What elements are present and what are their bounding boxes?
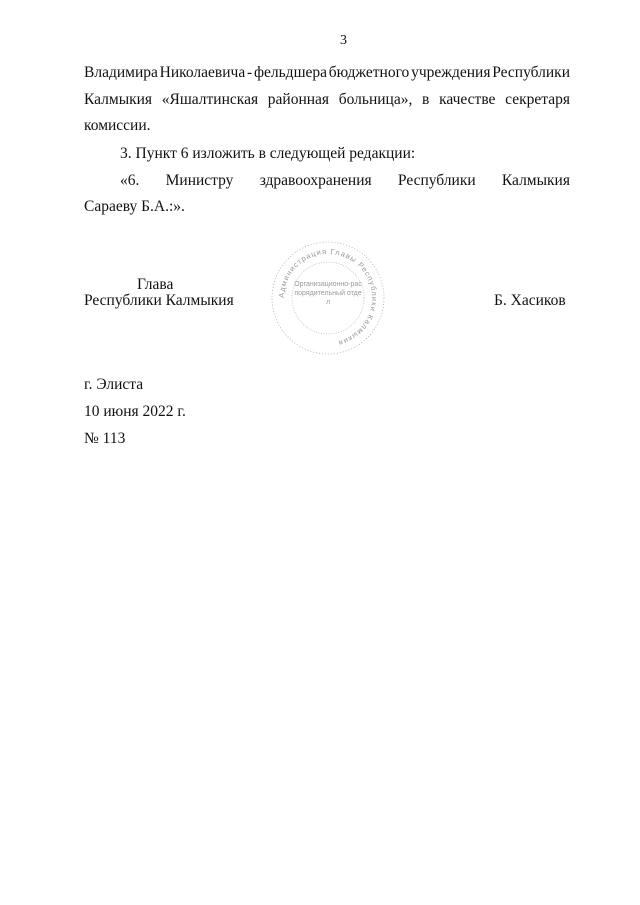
- signature-title-1: Глава: [137, 276, 174, 293]
- word: Калмыкия: [501, 172, 570, 189]
- word: «Яшалтинская: [161, 91, 259, 108]
- word: больница»,: [338, 91, 413, 108]
- city: г. Элиста: [84, 376, 144, 393]
- word: Республики: [397, 172, 476, 189]
- document-number: № 113: [84, 430, 126, 447]
- word: «6.: [120, 172, 140, 189]
- item-3: 3. Пункт 6 изложить в следующей редакции:: [120, 145, 416, 162]
- word: Республики: [492, 64, 570, 81]
- word: качестве: [439, 91, 496, 108]
- signature-name: Б. Хасиков: [494, 292, 566, 309]
- paragraph-line-3: комиссии.: [84, 117, 151, 134]
- official-stamp: [258, 238, 398, 358]
- item-6-line-2: Сараеву Б.А.:».: [84, 198, 185, 215]
- stamp-ring-text: Администрация Главы Республики Калмыкия: [276, 246, 380, 348]
- word: Министру: [165, 172, 234, 189]
- word: секретаря: [505, 91, 570, 108]
- word: бюджетного: [328, 64, 410, 81]
- word: -: [247, 64, 253, 81]
- paragraph-line-2: [84, 91, 570, 109]
- date: 10 июня 2022 г.: [84, 403, 186, 420]
- word: здравоохранения: [259, 172, 372, 189]
- word: Владимира: [84, 64, 158, 81]
- word: районная: [267, 91, 330, 108]
- word: фельдшера: [253, 64, 328, 81]
- paragraph-line-1: [84, 64, 570, 82]
- word: учреждения: [411, 64, 491, 81]
- word: Калмыкия: [84, 91, 153, 108]
- word: Николаевича: [159, 64, 246, 81]
- signature-title-2: Республики Калмыкия: [84, 292, 234, 309]
- word: в: [422, 91, 430, 108]
- page-number: 3: [340, 33, 347, 48]
- item-6-line-1: [120, 172, 570, 190]
- stamp-center-text: Организационно-распорядительный отдел: [294, 281, 362, 307]
